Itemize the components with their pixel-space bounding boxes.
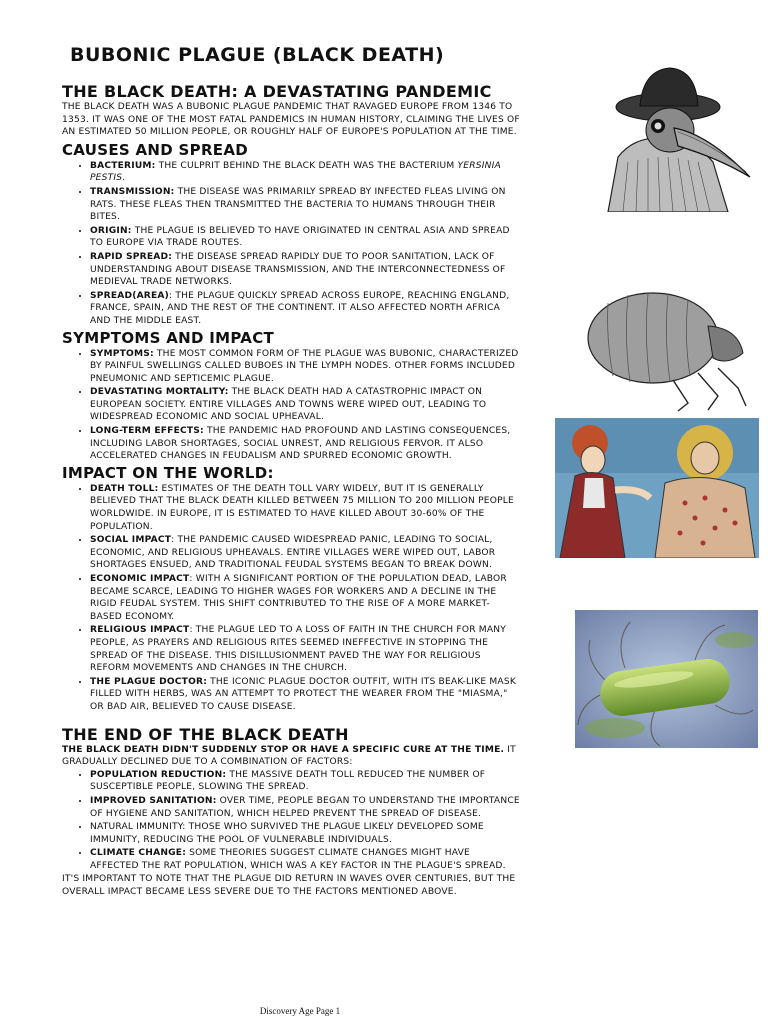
list-item: • DEATH TOLL: ESTIMATES OF THE DEATH TOLL VARY WIDELY, BUT IT IS GENERALLY BELIEVED THAT THE BLACK DEATH KILLED BETWEEN 75 MILLION TO 200 MILLION PEOPLE WORLDWIDE. IN EUROPE, IT IS ESTIMATED TO HAVE KILLED ABOUT 30-60% OF THE POPULATION. [90,483,520,533]
list-item: • SYMPTOMS: THE MOST COMMON FORM OF THE PLAGUE WAS BUBONIC, CHARACTERIZED BY PAINFUL SWELLINGS CALLED BUBOES IN THE LYMPH NODES. OTHER FORMS INCLUDED PNEUMONIC AND SEPTICEMIC PLAGUE. [90,348,520,386]
list-item: • DEVASTATING MORTALITY: THE BLACK DEATH HAD A CATASTROPHIC IMPACT ON EUROPEAN SOCIETY. ENTIRE VILLAGES AND TOWNS WERE WIPED OUT, LEADING TO WIDESPREAD ECONOMIC AND SOCIAL UPHEAVAL. [90,386,520,424]
list-item: • NATURAL IMMUNITY: THOSE WHO SURVIVED THE PLAGUE LIKELY DEVELOPED SOME IMMUNITY, REDUCING THE POOL OF VULNERABLE INDIVIDUALS. [90,821,520,846]
symptoms-list [62,348,520,463]
list-item: • BACTERIUM: THE CULPRIT BEHIND THE BLACK DEATH WAS THE BACTERIUM YERSINIA PESTIS. [90,160,520,185]
list-item: • SPREAD(AREA): THE PLAGUE QUICKLY SPREAD ACROSS EUROPE, REACHING ENGLAND, FRANCE, SPAIN, AND THE REST OF THE CONTINENT. IT ALSO AFFECTED NORTH AFRICA AND THE MIDDLE EAST. [90,290,520,328]
list-item: • POPULATION REDUCTION: THE MASSIVE DEATH TOLL REDUCED THE NUMBER OF SUSCEPTIBLE PEOPLE, SLOWING THE SPREAD. [90,769,520,794]
impact-list [62,483,520,714]
symptoms-heading: SYMPTOMS AND IMPACT [62,328,275,347]
flea-image [578,278,756,413]
list-item: • SOCIAL IMPACT: THE PANDEMIC CAUSED WIDESPREAD PANIC, LEADING TO SOCIAL, ECONOMIC, AND RELIGIOUS UPHEAVALS. ENTIRE VILLAGES WERE WIPED OUT, LABOR SHORTAGES ENSUED, AND TRADITIONAL FEUDAL SYSTEMS BEGAN TO BREAK DOWN. [90,534,520,572]
end-lead: THE BLACK DEATH DIDN'T SUDDENLY STOP OR HAVE A SPECIFIC CURE AT THE TIME. IT GRADUALLY DECLINED DUE TO A COMBINATION OF FACTORS: [62,744,516,768]
causes-heading: CAUSES AND SPREAD [62,140,249,159]
end-heading: THE END OF THE BLACK DEATH [62,724,349,744]
intro-paragraph: THE BLACK DEATH WAS A BUBONIC PLAGUE PANDEMIC THAT RAVAGED EUROPE FROM 1346 TO 1353. IT WAS ONE OF THE MOST FATAL PANDEMICS IN HUMAN HISTORY, CLAIMING THE LIVES OF AN ESTIMATED 50 MILLION PEOPLE, OR ROUGHLY HALF OF EUROPE'S POPULATION AT THE TIME. [62,102,520,138]
list-item: • THE PLAGUE DOCTOR: THE ICONIC PLAGUE DOCTOR OUTFIT, WITH ITS BEAK-LIKE MASK FILLED WITH HERBS, WAS AN ATTEMPT TO PROTECT THE WEARER FROM THE "MIASMA," OR BAD AIR, BELIEVED TO CAUSE DISEASE. [90,676,520,714]
list-item: • CLIMATE CHANGE: SOME THEORIES SUGGEST CLIMATE CHANGES MIGHT HAVE AFFECTED THE RAT POPULATION, WHICH WAS A KEY FACTOR IN THE PLAGUE'S SPREAD. [90,847,520,872]
closing-paragraph: IT'S IMPORTANT TO NOTE THAT THE PLAGUE DID RETURN IN WAVES OVER CENTURIES, BUT THE OVERALL IMPACT BECAME LESS SEVERE DUE TO THE FACTORS MENTIONED ABOVE. [62,874,516,898]
list-item: • LONG-TERM EFFECTS: THE PANDEMIC HAD PROFOUND AND LASTING CONSEQUENCES, INCLUDING LABOR SHORTAGES, SOCIAL UNREST, AND RELIGIOUS FERVOR. IT ALSO ACCELERATED CHANGES IN FEUDALISM AND SPURRED ECONOMIC GROWTH. [90,425,520,463]
page-title: BUBONIC PLAGUE (BLACK DEATH) [70,44,445,66]
list-item: • ORIGIN: THE PLAGUE IS BELIEVED TO HAVE ORIGINATED IN CENTRAL ASIA AND SPREAD TO EUROPE VIA TRADE ROUTES. [90,225,520,250]
causes-list [62,160,520,328]
main-content [62,82,520,899]
list-item: • RELIGIOUS IMPACT: THE PLAGUE LED TO A LOSS OF FAITH IN THE CHURCH FOR MANY PEOPLE, AS PRAYERS AND RELIGIOUS RITES SEEMED INEFFECTIVE IN STOPPING THE SPREAD OF THE DISEASE. THIS DISILLUSIONMENT PAVED THE WAY FOR RELIGIOUS REFORM MOVEMENTS AND CHANGES IN THE CHURCH. [90,624,520,674]
impact-heading: IMPACT ON THE WORLD: [62,463,274,482]
page-footer: Discovery Age Page 1 [259,1006,341,1016]
plague-victim-illustration [555,418,759,558]
list-item: • IMPROVED SANITATION: OVER TIME, PEOPLE BEGAN TO UNDERSTAND THE IMPORTANCE OF HYGIENE AND SANITATION, WHICH HELPED PREVENT THE SPREAD OF DISEASE. [90,795,520,820]
list-item: • TRANSMISSION: THE DISEASE WAS PRIMARILY SPREAD BY INFECTED FLEAS LIVING ON RATS. THESE FLEAS THEN TRANSMITTED THE BACTERIA TO HUMANS THROUGH THEIR BITES. [90,186,520,224]
intro-heading: THE BLACK DEATH: A DEVASTATING PANDEMIC [62,82,492,101]
list-item: • RAPID SPREAD: THE DISEASE SPREAD RAPIDLY DUE TO POOR SANITATION, LACK OF UNDERSTANDING ABOUT DISEASE TRANSMISSION, AND THE INTERCONNECTEDNESS OF MEDIEVAL TRADE NETWORKS. [90,251,520,289]
end-list [62,769,520,873]
list-item: • ECONOMIC IMPACT: WITH A SIGNIFICANT PORTION OF THE POPULATION DEAD, LABOR BECAME SCARCE, LEADING TO HIGHER WAGES FOR WORKERS AND A DECLINE IN THE RIGID FEUDAL SYSTEM. THIS SHIFT CONTRIBUTED TO THE RISE OF A MORE MARKET-BASED ECONOMY. [90,573,520,623]
plague-doctor-image [578,62,756,212]
bacteria-image [575,610,758,748]
